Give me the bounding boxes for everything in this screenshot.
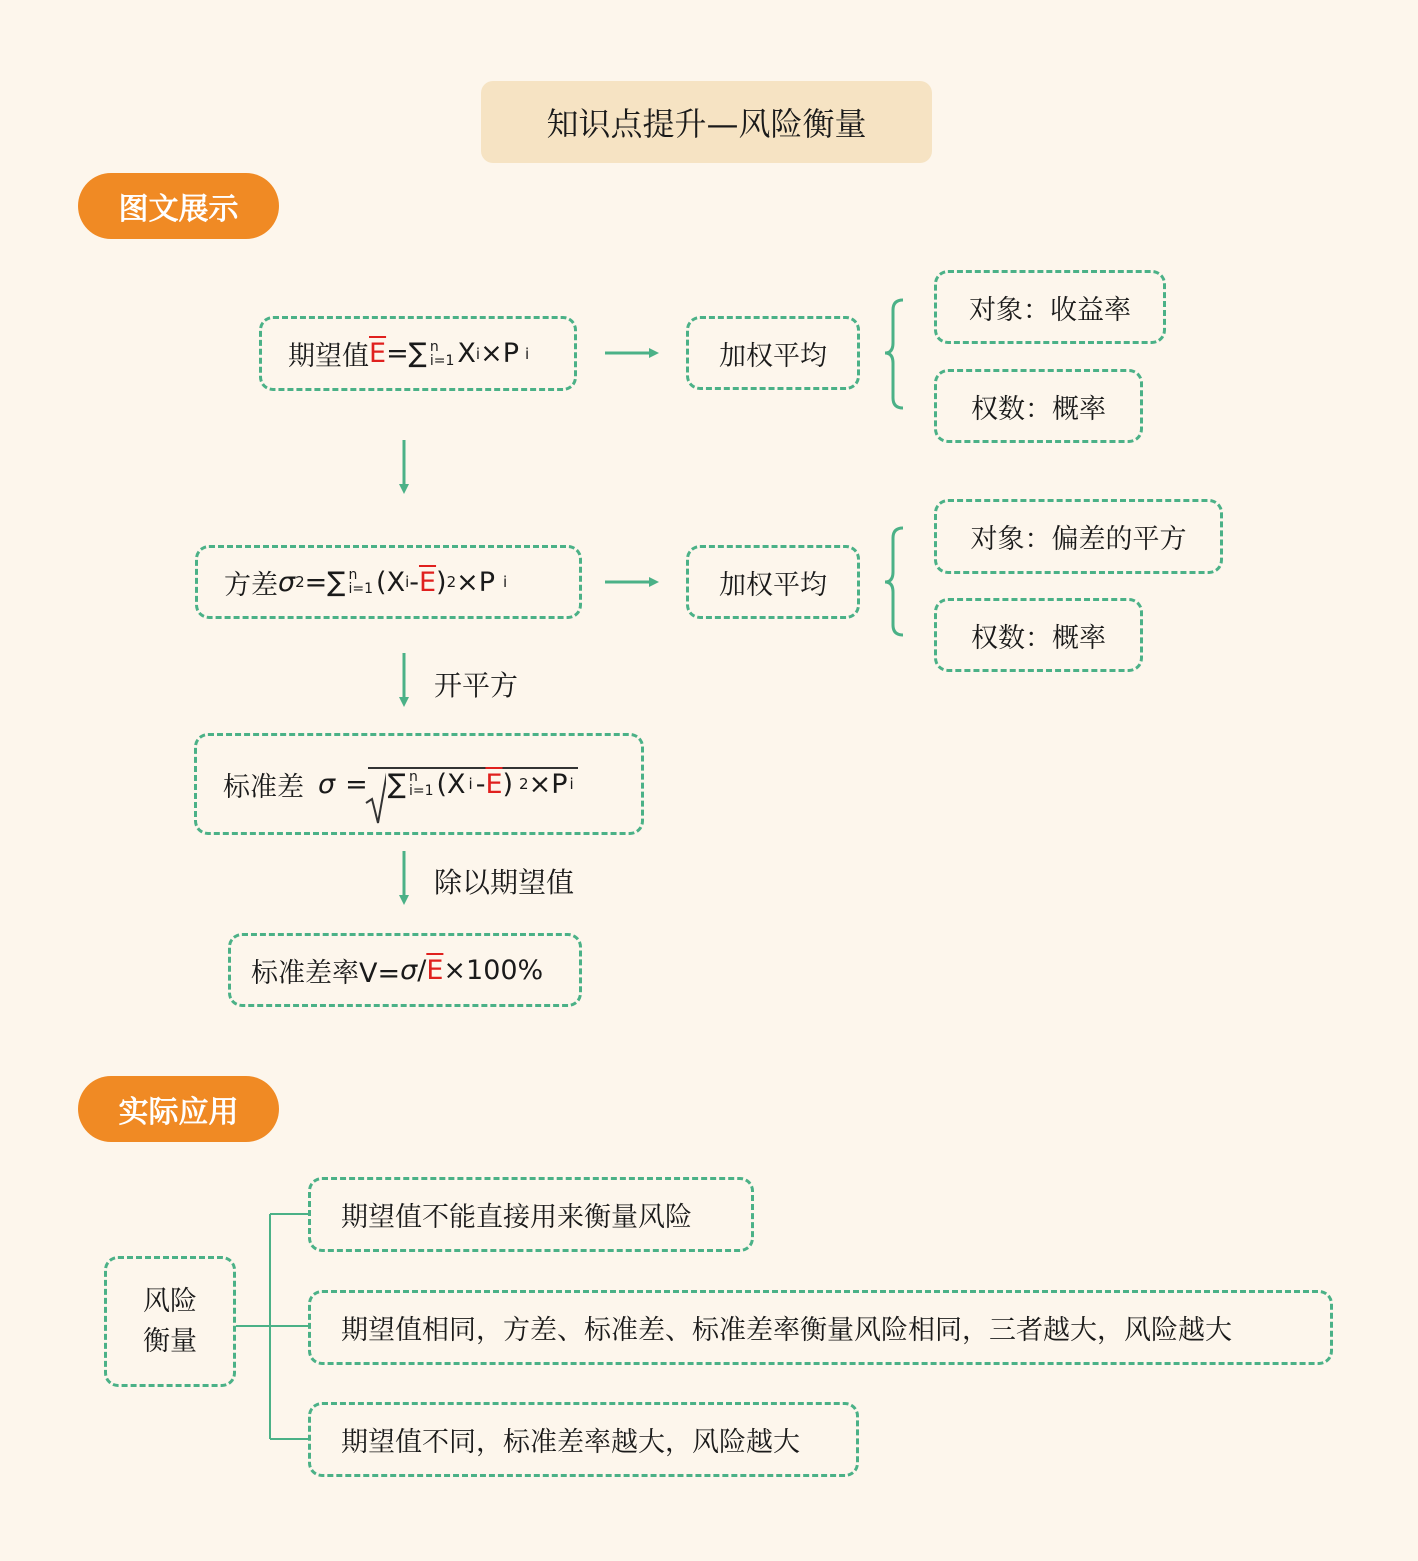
risk-measure-root xyxy=(104,1256,236,1387)
times-100: ×100% xyxy=(443,954,544,986)
section-badge-application: 实际应用 xyxy=(78,1076,279,1142)
root-line-2: 衡量 xyxy=(143,1325,197,1357)
x-subscript: i xyxy=(405,573,410,591)
variance-label: 方差 xyxy=(224,569,278,601)
sum-sign: =∑ xyxy=(386,338,427,369)
page-title: 知识点提升—风险衡量 xyxy=(481,81,932,163)
section-badge-graphic: 图文展示 xyxy=(78,173,279,239)
weighted-average-box-2: 加权平均 xyxy=(686,545,860,619)
step-label-sqrt: 开平方 xyxy=(434,669,519,702)
expectation-symbol: $\overline{E}$ xyxy=(418,566,437,598)
brace1-weight: 权数：概率 xyxy=(934,369,1143,443)
std-dev-formula-box xyxy=(194,733,644,835)
sum-sign: =∑ xyxy=(304,566,346,598)
sum-lower: i=1 xyxy=(408,783,434,799)
std-dev-label: 标准差 xyxy=(223,771,304,803)
sqrt-radical xyxy=(368,767,578,800)
slash: / xyxy=(417,954,427,986)
sigma-square: 2 xyxy=(295,573,305,591)
equals: = xyxy=(345,768,368,800)
close-paren: ) xyxy=(502,768,514,800)
times-p: ×P xyxy=(456,566,496,598)
application-item-2: 期望值相同，方差、标准差、标准差率衡量风险相同，三者越大，风险越大 xyxy=(308,1290,1333,1365)
cv-label: 标准差率V= xyxy=(251,957,401,989)
step-label-divide: 除以期望值 xyxy=(434,866,575,899)
x-subscript: i xyxy=(468,775,473,793)
open-paren-x: (X xyxy=(376,566,406,598)
expectation-symbol: $\overline{E}$ xyxy=(426,954,444,986)
application-item-3: 期望值不同，标准差率越大，风险越大 xyxy=(308,1402,859,1477)
p-subscript: i xyxy=(569,775,574,793)
application-item-1: 期望值不能直接用来衡量风险 xyxy=(308,1177,754,1252)
square: 2 xyxy=(519,775,529,793)
radical-sign-icon xyxy=(364,765,386,825)
open-paren-x: (X xyxy=(436,768,466,800)
sum-upper: n xyxy=(408,769,418,785)
times-p: ×P xyxy=(480,338,519,369)
expectation-symbol: $\overline{E}$ xyxy=(369,338,387,369)
tree-connector xyxy=(236,1214,310,1439)
brace1-object: 对象：收益率 xyxy=(934,270,1166,344)
x-subscript: i xyxy=(475,344,481,363)
sum-limits xyxy=(349,568,374,596)
sum-sign: ∑ xyxy=(387,768,406,800)
sum-lower: i=1 xyxy=(429,352,455,369)
close-paren: ) xyxy=(436,566,447,598)
sum-lower: i=1 xyxy=(348,581,374,597)
p-subscript: i xyxy=(503,573,508,591)
variance-formula-box xyxy=(195,545,582,619)
brace2-object: 对象：偏差的平方 xyxy=(934,499,1223,574)
square: 2 xyxy=(446,573,457,591)
times-p: ×P xyxy=(528,768,568,800)
sum-upper: n xyxy=(348,567,358,583)
sum-upper: n xyxy=(429,338,439,355)
expectation-label: 期望值 xyxy=(288,341,369,372)
brace-1 xyxy=(885,300,903,408)
root-line-1: 风险 xyxy=(143,1285,197,1317)
expectation-formula-box xyxy=(259,316,577,391)
x-variable: X xyxy=(457,338,476,369)
p-subscript: i xyxy=(525,344,530,363)
minus: - xyxy=(409,566,419,598)
brace-2 xyxy=(885,528,903,635)
expectation-symbol: $\overline{E}$ xyxy=(485,768,503,800)
sigma-symbol: σ xyxy=(278,566,296,598)
sigma-symbol: σ xyxy=(400,954,418,986)
minus: - xyxy=(475,768,486,800)
weighted-average-box-1: 加权平均 xyxy=(686,316,860,390)
cv-formula-box xyxy=(228,933,582,1007)
sigma-symbol: σ xyxy=(318,768,336,800)
brace2-weight: 权数：概率 xyxy=(934,598,1143,672)
sum-limits xyxy=(430,340,455,368)
sum-limits xyxy=(409,770,434,798)
